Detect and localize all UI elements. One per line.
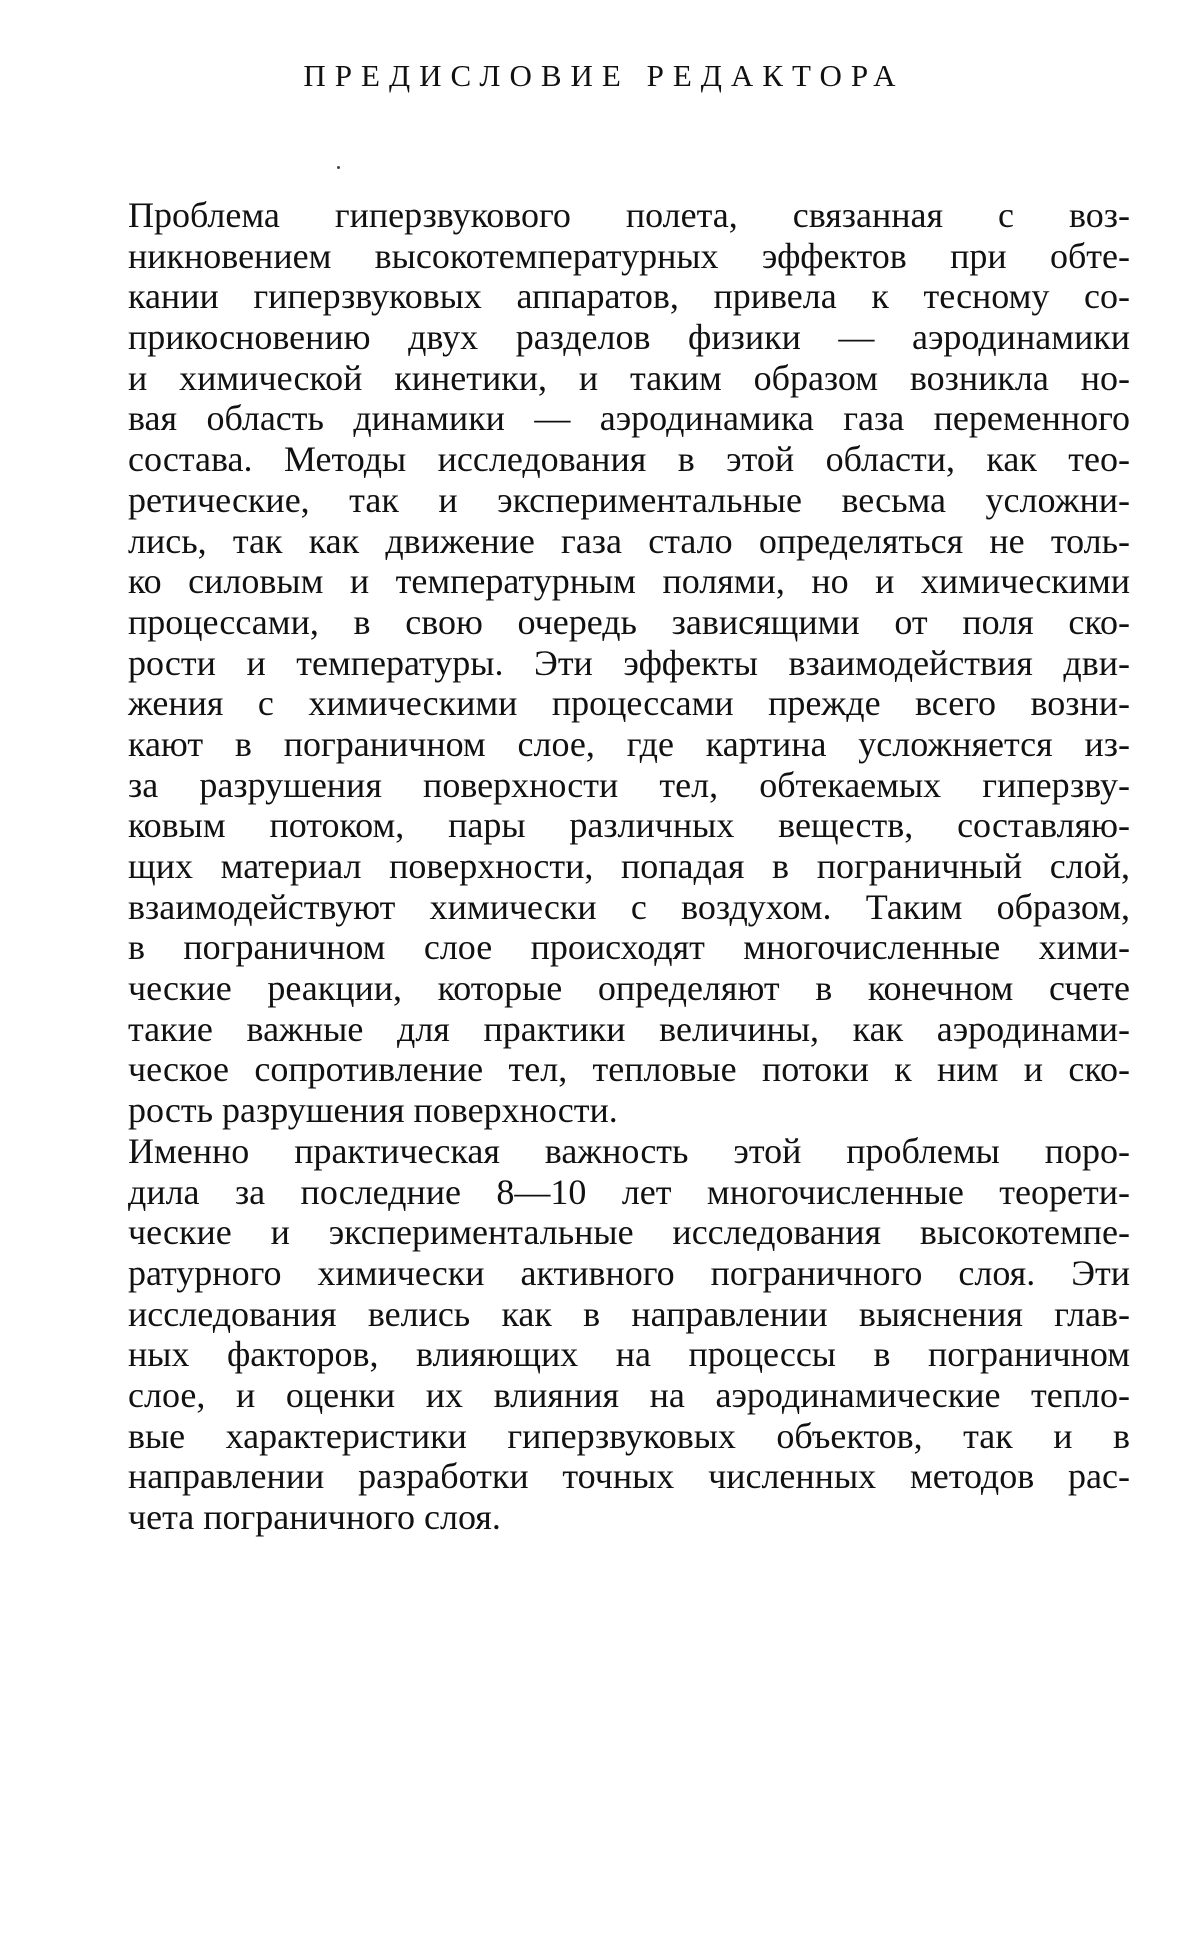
paragraph-1-line-13: жения с химическими процессами прежде всего возни- [128,683,1130,724]
paragraph-1-line-16: ковым потоком, пары различных веществ, составляю- [128,805,1130,846]
paragraph-1-line-19: в пограничном слое происходят многочисленные хими- [128,927,1130,968]
paragraph-2-line-2: дила за последние 8—10 лет многочисленные теорети- [128,1171,1130,1212]
body-text [128,195,1130,1538]
paragraph-1-line-5: и химической кинетики, и таким образом возникла но- [128,357,1130,398]
paragraph-1-line-6: вая область динамики — аэродинамика газа переменного [128,398,1130,439]
print-speck [337,166,340,169]
paragraph-2-line-5: исследования велись как в направлении выяснения глав- [128,1293,1130,1334]
paragraph-1-line-23: рость разрушения поверхности. [128,1090,618,1131]
paragraph-1-line-2: никновением высокотемпературных эффектов при обте- [128,235,1130,276]
paragraph-1-line-7: состава. Методы исследования в этой области, как тео- [128,439,1130,480]
paragraph-2-line-6: ных факторов, влияющих на процессы в пограничном [128,1334,1130,1375]
paragraph-2-line-1: Именно практическая важность этой проблемы поро- [128,1130,1130,1171]
paragraph-1-line-12: рости и температуры. Эти эффекты взаимодействия дви- [128,642,1130,683]
paragraph-1-line-21: такие важные для практики величины, как аэродинами- [128,1008,1130,1049]
page-heading: ПРЕДИСЛОВИЕ РЕДАКТОРА [303,58,905,93]
paragraph-1-line-15: за разрушения поверхности тел, обтекаемых гиперзву- [128,764,1130,805]
paragraph-2-line-8: вые характеристики гиперзвуковых объектов, так и в [128,1415,1130,1456]
paragraph-2-line-4: ратурного химически активного пограничного слоя. Эти [128,1252,1130,1293]
paragraph-1-line-3: кании гиперзвуковых аппаратов, привела к тесному со- [128,276,1130,317]
paragraph-1-line-10: ко силовым и температурным полями, но и химическими [128,561,1130,602]
paragraph-1-line-11: процессами, в свою очередь зависящими от поля ско- [128,601,1130,642]
paragraph-1-line-22: ческое сопротивление тел, тепловые потоки к ним и ско- [128,1049,1130,1090]
paragraph-2-line-10: чета пограничного слоя. [128,1497,501,1537]
paragraph-2-line-7: слое, и оценки их влияния на аэродинамические тепло- [128,1374,1130,1415]
paragraph-1-line-14: кают в пограничном слое, где картина усложняется из- [128,723,1130,764]
paragraph-1-line-18: взаимодействуют химически с воздухом. Таким образом, [128,886,1130,927]
paragraph-1-line-20: ческие реакции, которые определяют в конечном счете [128,968,1130,1009]
paragraph-1-line-17: щих материал поверхности, попадая в пограничный слой, [128,846,1130,886]
paragraph-1-line-9: лись, так как движение газа стало определяться не толь- [128,520,1130,561]
paragraph-2-line-9: направлении разработки точных численных методов рас- [128,1456,1130,1497]
paragraph-2-line-3: ческие и экспериментальные исследования высокотемпе- [128,1212,1130,1253]
paragraph-1-line-4: прикосновению двух разделов физики — аэродинамики [128,317,1130,358]
paragraph-1-line-8: ретические, так и экспериментальные весьма усложни- [128,479,1130,520]
paragraph-1-line-1: Проблема гиперзвукового полета, связанная с воз- [128,195,1130,235]
